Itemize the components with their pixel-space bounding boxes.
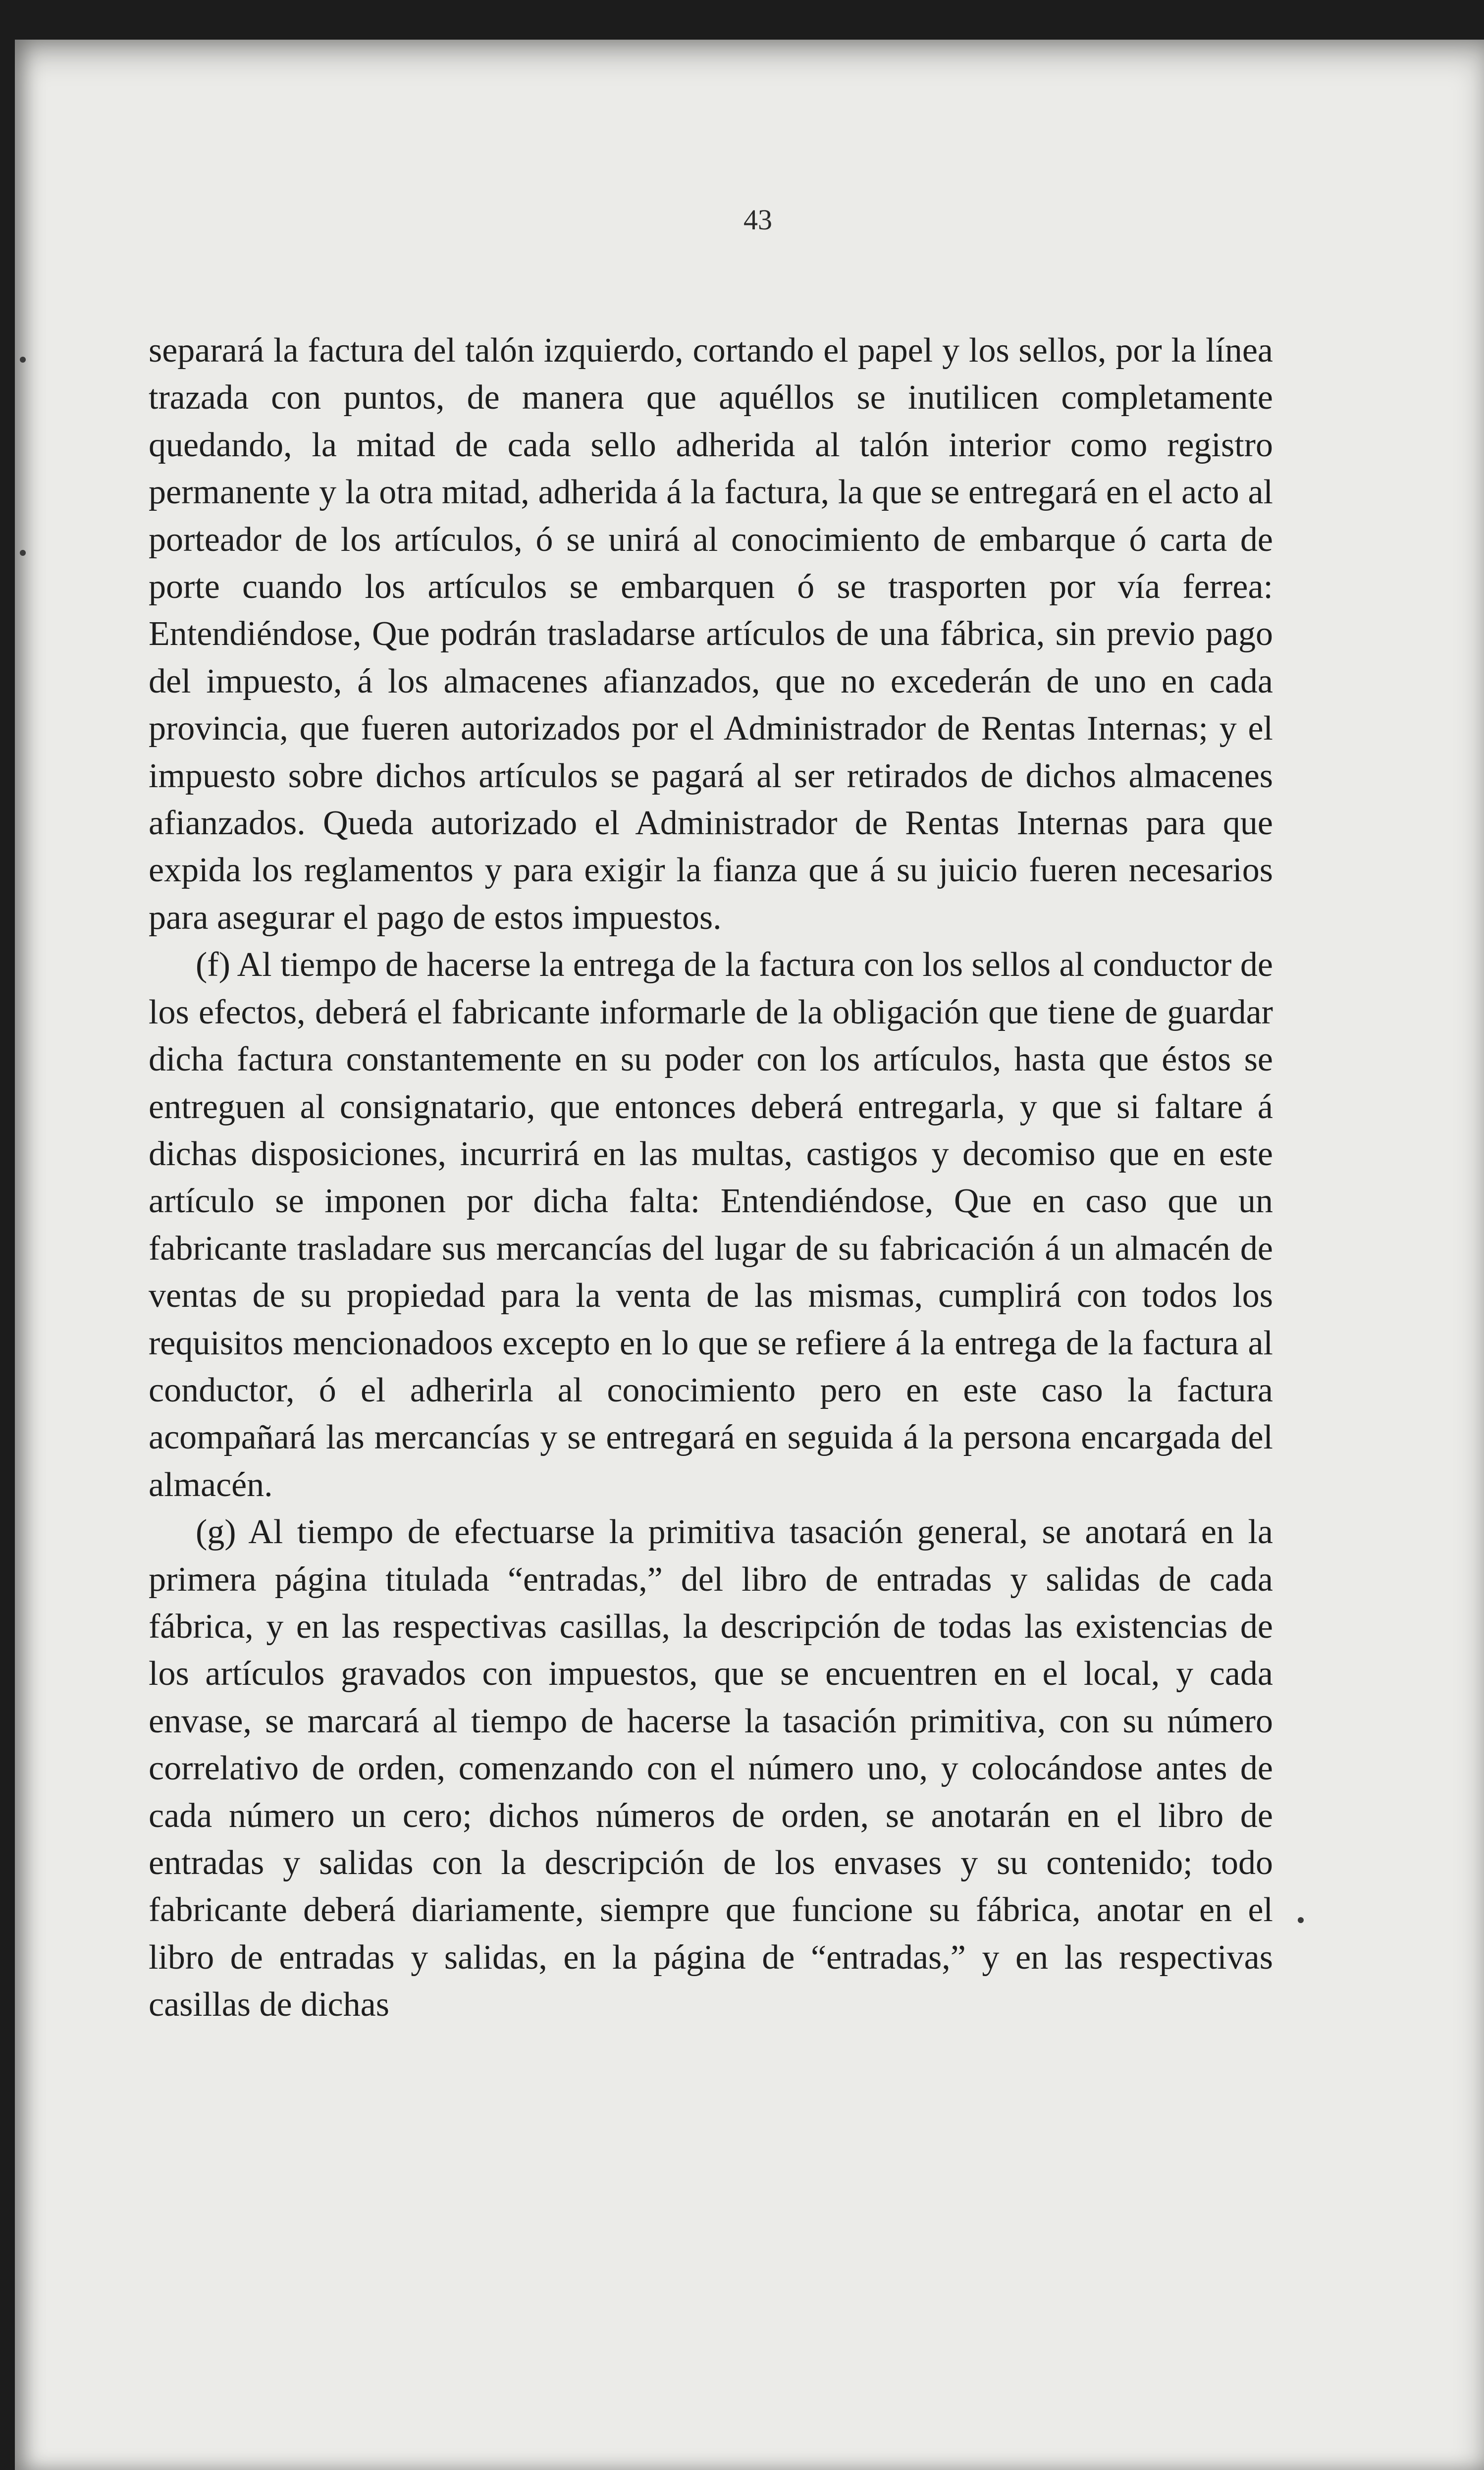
margin-mark [20, 550, 26, 556]
margin-mark [1298, 1917, 1304, 1923]
paragraph-clause-f: (f) Al tiempo de hacerse la entrega de la factura con los sellos al conductor de los efectos, deberá el fabricante informarle de la obligación que tiene de guardar dicha factura constantemente en su poder con los artículos, hasta que éstos se entreguen al consignatario, que entonces deberá entregarla, y que si faltare á dichas disposiciones, incurrirá en las multas, castigos y decomiso que en este artículo se imponen por dicha falta: Entendiéndose, Que en caso que un fabricante trasladare sus mercancías del lugar de su fabricación á un almacén de ventas de su propiedad para la venta de las mismas, cumplirá con todos los requisitos mencionadoos excepto en lo que se refiere á la entrega de la factura al conductor, ó el adherirla al conocimiento pero en este caso la factura acompañará las mercancías y se entregará en seguida á la persona encargada del almacén. [149, 946, 1273, 1504]
book-page [15, 40, 1484, 2470]
paragraph-clause-g: (g) Al tiempo de efectuarse la primitiva tasación general, se anotará en la primera página titulada “entradas,” del libro de entradas y salidas de cada fábrica, y en las respectivas casillas, la descripción de todas las existencias de los artículos gravados con impuestos, que se encuentren en el local, y cada envase, se marcará al tiempo de hacerse la tasación primitiva, con su número correlativo de orden, comenzando con el número uno, y colocándose antes de cada número un cero; dichos números de orden, se anotarán en el libro de entradas y salidas con la descripción de los envases y su contenido; todo fabricante deberá diariamente, siempre que funcione su fábrica, anotar en el libro de entradas y salidas, en la página de “entradas,” y en las respectivas casillas de dichas [149, 1513, 1273, 2024]
page-number: 43 [743, 204, 772, 236]
margin-mark [20, 357, 26, 363]
body-text [149, 327, 1273, 2029]
paragraph-continuation: separará la factura del talón izquierdo, cortando el papel y los sellos, por la línea trazada con puntos, de manera que aquéllos se inutilicen completamente quedando, la mitad de cada sello adherida al talón interior como registro permanente y la otra mitad, adherida á la factura, la que se entregará en el acto al porteador de los artículos, ó se unirá al conocimiento de embarque ó carta de porte cuando los artículos se embarquen ó se trasporten por vía ferrea: Entendiéndose, Que podrán trasladarse artículos de una fábrica, sin previo pago del impuesto, á los almacenes afianzados, que no excederán de uno en cada provincia, que fueren autorizados por el Administrador de Rentas Internas; y el impuesto sobre dichos artículos se pagará al ser retirados de dichos almacenes afianzados. Queda autorizado el Administrador de Rentas Internas para que expida los reglamentos y para exigir la fianza que á su juicio fueren necesarios para asegurar el pago de estos impuestos. [149, 331, 1273, 937]
